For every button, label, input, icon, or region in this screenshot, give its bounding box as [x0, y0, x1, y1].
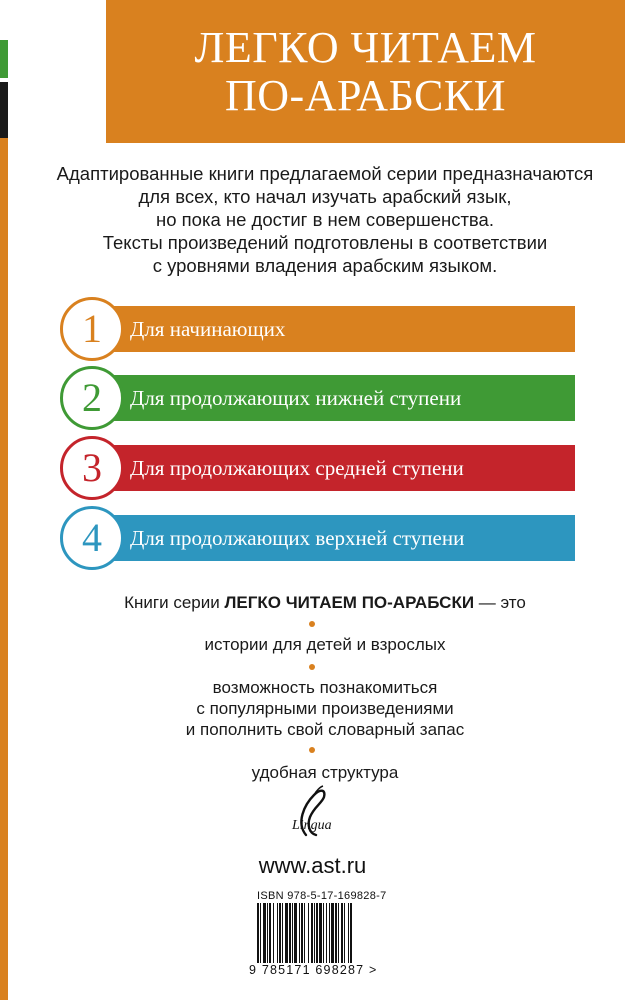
level-4-number-circle	[60, 506, 124, 570]
lingua-logo-text: Lingua	[292, 818, 332, 833]
series-intro-prefix: Книги серии	[124, 593, 225, 612]
series-item-2-line: с популярными произведениями	[196, 699, 454, 718]
series-item-3	[40, 762, 610, 783]
level-4-label: Для продолжающих верхней ступени	[130, 525, 465, 550]
level-3	[60, 436, 575, 500]
barcode-number: 9 785171 698287 >	[249, 963, 378, 977]
level-3-label: Для продолжающих средней ступени	[130, 455, 464, 480]
series-item-3-text: удобная структура	[251, 763, 399, 782]
series-title-line2: ПО-АРАБСКИ	[224, 70, 507, 120]
level-2	[60, 366, 575, 430]
series-item-1-text: истории для детей и взрослых	[204, 635, 446, 654]
level-1-number: 1	[82, 306, 102, 351]
series-intro-bold: ЛЕГКО ЧИТАЕМ ПО-АРАБСКИ	[224, 593, 475, 612]
series-title-line1: ЛЕГКО ЧИТАЕМ	[194, 22, 537, 72]
level-3-bar	[106, 445, 575, 491]
intro-line: но пока не достиг в нем совершенства.	[156, 209, 494, 230]
level-1	[60, 297, 575, 361]
level-2-number-circle	[60, 366, 124, 430]
intro-paragraph	[40, 162, 610, 277]
publisher-website: www.ast.ru	[258, 853, 367, 878]
series-intro-suffix: — это	[474, 593, 526, 612]
series-item-2	[40, 677, 610, 740]
intro-line: с уровнями владения арабским языком.	[152, 255, 498, 276]
level-3-number: 3	[82, 445, 102, 490]
level-2-number: 2	[82, 375, 102, 420]
series-title-banner	[106, 0, 625, 143]
level-2-bar	[106, 375, 575, 421]
level-3-number-circle	[60, 436, 124, 500]
series-item-2-line: возможность познакомиться	[212, 678, 438, 697]
level-1-label: Для начинающих	[130, 316, 286, 341]
barcode-icon	[257, 903, 380, 963]
bullet-dot	[309, 621, 315, 627]
lingua-logo-icon	[276, 783, 356, 843]
decor-stripe-black	[0, 82, 8, 138]
series-item-1	[40, 634, 610, 655]
series-intro-line	[40, 592, 610, 613]
level-4-number: 4	[82, 515, 102, 560]
intro-line: Адаптированные книги предлагаемой серии предназначаются	[56, 163, 594, 184]
isbn-text: ISBN 978-5-17-169828-7	[257, 890, 387, 902]
bullet-dot	[309, 664, 315, 670]
intro-line: для всех, кто начал изучать арабский язык,	[138, 186, 512, 207]
level-4-bar	[106, 515, 575, 561]
series-item-2-line: и пополнить свой словарный запас	[185, 720, 465, 739]
level-1-bar	[106, 306, 575, 352]
decor-stripe-green	[0, 40, 8, 78]
level-2-label: Для продолжающих нижней ступени	[130, 385, 462, 410]
level-1-number-circle	[60, 297, 124, 361]
bullet-dot	[309, 747, 315, 753]
series-intro	[40, 592, 610, 613]
intro-line: Тексты произведений подготовлены в соответствии	[102, 232, 548, 253]
level-4	[60, 506, 575, 570]
